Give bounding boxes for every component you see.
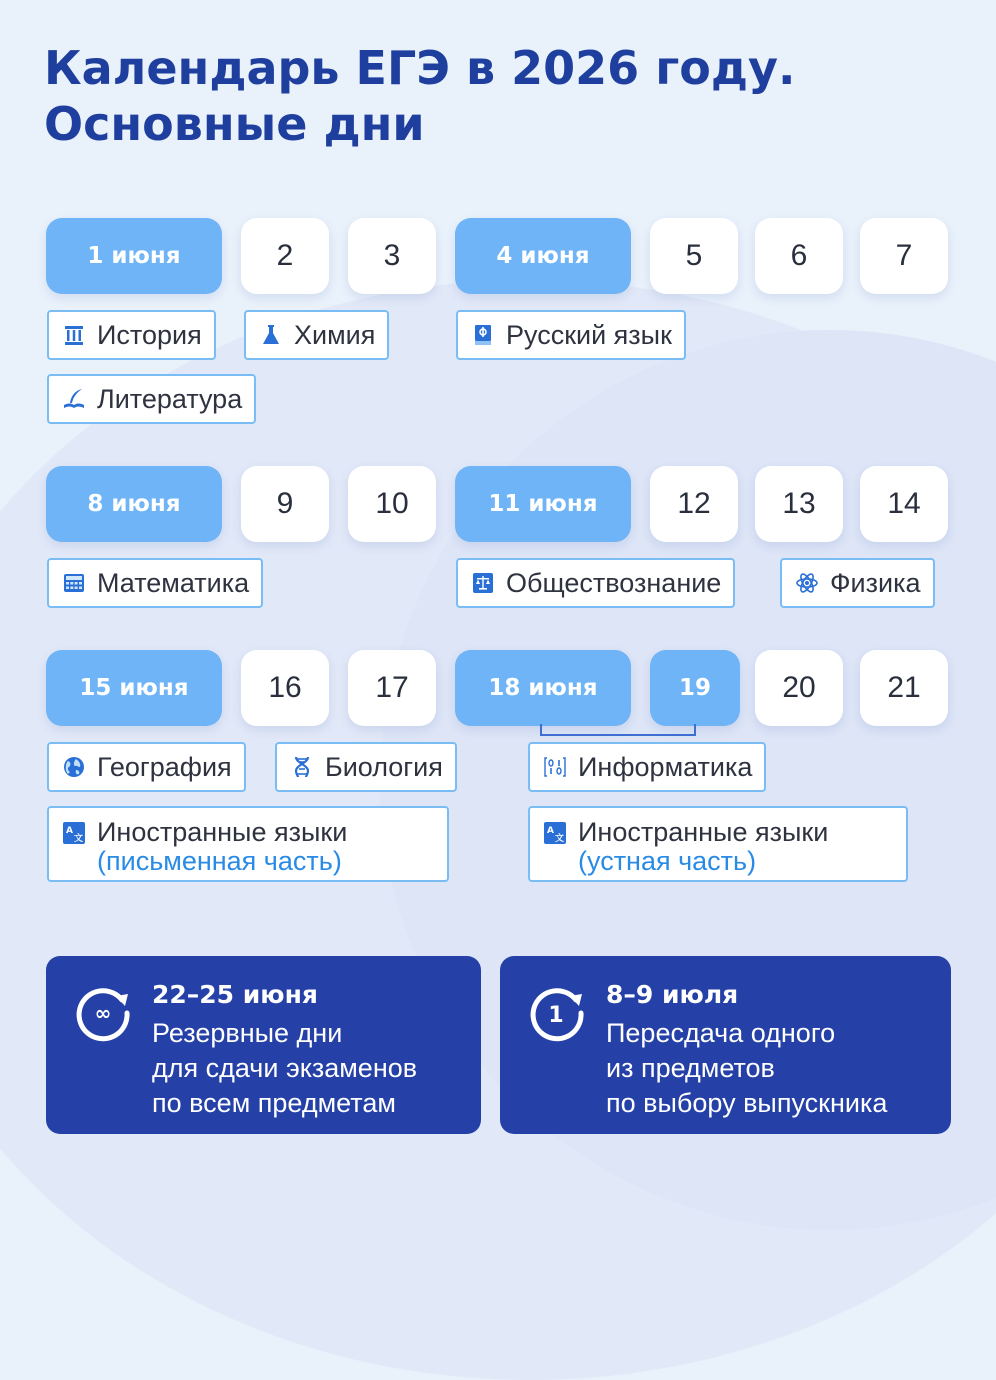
day: 16 bbox=[241, 650, 329, 726]
column-icon bbox=[61, 322, 87, 348]
subject-label: Физика bbox=[830, 567, 921, 598]
subject-label: География bbox=[97, 751, 232, 782]
svg-text:文: 文 bbox=[74, 834, 84, 844]
subject-tag bbox=[47, 806, 449, 882]
title-line-1: Календарь ЕГЭ в 2026 году. bbox=[44, 41, 796, 95]
day: 14 bbox=[860, 466, 948, 542]
card-line: из предметов bbox=[606, 1053, 775, 1083]
book-quill-icon bbox=[61, 386, 87, 412]
subject-label: Обществознание bbox=[506, 567, 722, 598]
translate-icon bbox=[61, 820, 87, 846]
day: 2 bbox=[241, 218, 329, 294]
subject-label: Русский язык bbox=[506, 319, 672, 350]
day-exam: 18 июня bbox=[455, 650, 631, 726]
subject-label: Литература bbox=[97, 383, 243, 414]
subject-tag bbox=[47, 374, 256, 424]
day: 10 bbox=[348, 466, 436, 542]
subject-tag bbox=[528, 806, 908, 882]
subject-label: Иностранные языки bbox=[97, 817, 348, 847]
subject-label: Иностранные языки bbox=[578, 817, 829, 847]
day-exam: 15 июня bbox=[46, 650, 222, 726]
day: 9 bbox=[241, 466, 329, 542]
date-range-bracket bbox=[540, 724, 696, 736]
one-cycle-icon bbox=[526, 982, 588, 1044]
subject-tag bbox=[528, 742, 766, 792]
subject-tag bbox=[456, 558, 735, 608]
day-exam: 19 bbox=[650, 650, 740, 726]
subject-label: Информатика bbox=[578, 751, 753, 782]
title-line-2: Основные дни bbox=[44, 97, 425, 151]
retake-card bbox=[500, 956, 951, 1134]
subject-note: (письменная часть) bbox=[97, 846, 342, 876]
card-heading: 22–25 июня bbox=[152, 980, 318, 1009]
day: 17 bbox=[348, 650, 436, 726]
card-line: Резервные дни bbox=[152, 1018, 343, 1048]
subject-tag bbox=[275, 742, 457, 792]
card-line: по выбору выпускника bbox=[606, 1088, 888, 1118]
day: 7 bbox=[860, 218, 948, 294]
infinity-cycle-icon bbox=[72, 982, 134, 1044]
day-exam: 8 июня bbox=[46, 466, 222, 542]
subject-tag bbox=[47, 558, 263, 608]
binary-icon bbox=[542, 754, 568, 780]
page-title bbox=[44, 40, 795, 152]
card-line: по всем предметам bbox=[152, 1088, 396, 1118]
day: 3 bbox=[348, 218, 436, 294]
subject-tag bbox=[47, 742, 246, 792]
day: 5 bbox=[650, 218, 738, 294]
scales-icon bbox=[470, 570, 496, 596]
book-icon bbox=[470, 322, 496, 348]
flask-icon bbox=[258, 322, 284, 348]
day-exam: 11 июня bbox=[455, 466, 631, 542]
card-heading: 8–9 июля bbox=[606, 980, 739, 1009]
svg-text:A: A bbox=[547, 826, 554, 836]
subject-tag bbox=[456, 310, 686, 360]
day: 20 bbox=[755, 650, 843, 726]
svg-text:文: 文 bbox=[555, 834, 565, 844]
subject-tag bbox=[47, 310, 216, 360]
subject-note: (устная часть) bbox=[578, 846, 757, 876]
subject-tag bbox=[244, 310, 389, 360]
subject-tag bbox=[780, 558, 935, 608]
card-line: Пересдача одного bbox=[606, 1018, 836, 1048]
reserve-days-card bbox=[46, 956, 481, 1134]
day-exam: 4 июня bbox=[455, 218, 631, 294]
svg-text:1: 1 bbox=[548, 1003, 564, 1028]
day: 12 bbox=[650, 466, 738, 542]
atom-icon bbox=[794, 570, 820, 596]
day: 13 bbox=[755, 466, 843, 542]
svg-text:A: A bbox=[66, 826, 73, 836]
dna-icon bbox=[289, 754, 315, 780]
globe-icon bbox=[61, 754, 87, 780]
subject-label: Химия bbox=[294, 319, 376, 350]
svg-text:∞: ∞ bbox=[94, 1001, 112, 1025]
subject-label: Математика bbox=[97, 567, 250, 598]
day: 21 bbox=[860, 650, 948, 726]
card-line: для сдачи экзаменов bbox=[152, 1053, 418, 1083]
day: 6 bbox=[755, 218, 843, 294]
translate-icon bbox=[542, 820, 568, 846]
day-exam: 1 июня bbox=[46, 218, 222, 294]
subject-label: Биология bbox=[325, 751, 443, 782]
subject-label: История bbox=[97, 319, 202, 350]
calculator-icon bbox=[61, 570, 87, 596]
